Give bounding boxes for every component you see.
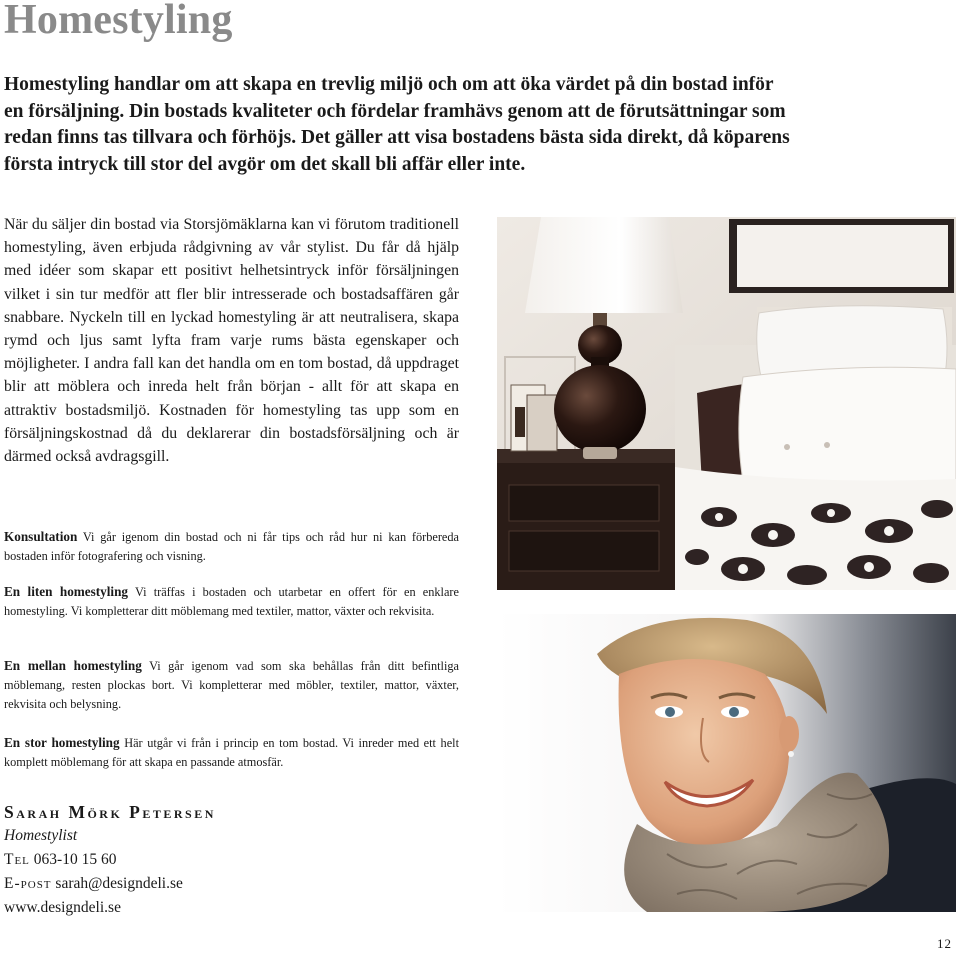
lead-line: Homestyling handlar om att skapa en trevlig miljö och om att öka värdet på din bostad inför: [4, 74, 774, 95]
lead-line: redan finns tas tillvara och förhöjs. Det gäller att visa bostadens bästa sida direkt, då köparens: [4, 127, 790, 148]
service-name: En stor homestyling: [4, 735, 120, 750]
contact-website[interactable]: www.designdeli.se: [4, 899, 121, 916]
page-number: 12: [937, 936, 952, 951]
contact-block: [4, 800, 404, 920]
service-name: Konsultation: [4, 529, 78, 544]
service-name: En liten homestyling: [4, 584, 128, 599]
bedroom-photo: [497, 217, 956, 590]
contact-email: [4, 872, 404, 896]
phone-label: Tel: [4, 851, 30, 868]
stylist-portrait-photo: [497, 614, 956, 912]
contact-phone: [4, 848, 404, 872]
page-title: Homestyling: [4, 0, 233, 43]
service-description: Vi träffas i bostaden och utarbetar en offert för en enklare homestyling. Vi kompletterar ditt möblemang med textiler, mattor, växter och rekvisita.: [4, 585, 459, 618]
service-stor: [4, 733, 459, 772]
contact-name: Sarah Mörk Petersen: [4, 802, 216, 822]
contact-role: Homestylist: [4, 827, 78, 844]
service-mellan: [4, 656, 459, 714]
service-description: Vi går igenom vad som ska behållas från ditt befintliga möblemang, resten plockas bort. Vi kompletterar med möbler, textiler, mattor, växter, rekvisita och belysning.: [4, 659, 459, 711]
service-konsultation: [4, 527, 459, 566]
service-description: Här utgår vi från i princip en tom bostad. Vi inreder med ett helt komplett möblemang för att skapa en passande atmosfär.: [4, 736, 459, 769]
lead-line: första intryck till stor del avgör om det skall bli affär eller inte.: [4, 153, 526, 175]
lead-paragraph: [4, 72, 956, 178]
service-liten: [4, 582, 459, 621]
lead-line: en försäljning. Din bostads kvaliteter och fördelar framhävs genom att de förutsättningar som: [4, 100, 786, 122]
service-name: En mellan homestyling: [4, 658, 142, 673]
email-label: E-post: [4, 875, 52, 892]
service-description: Vi går igenom din bostad och ni får tips och råd hur ni kan förbereda bostaden inför fotografering och visning.: [4, 530, 459, 563]
body-paragraph: När du säljer din bostad via Storsjömäklarna kan vi förutom traditionell homestyling, även erbjuda rådgivning av vår stylist. Du får då hjälp med idéer som skapar ett positivt helhetsintryck inför försäljningen vilket i sin tur medför att fler blir intresserade och bostadsaffären går snabbare. Nyckeln till en lyckad homestyling är att neutralisera, skapa rymd och ljus samt lyfta fram varje rums bästa egenskaper och möjligheter. I andra fall kan det handla om en tom bostad, då uppdraget blir att möblera och inreda helt från början - allt för att skapa en attraktiv bostadsmiljö. Kostnaden för homestyling tas upp som en försäljningskostnad då du deklarerar din bostadsförsäljning och är därmed också avdragsgill.: [4, 216, 459, 466]
email-address[interactable]: sarah@designdeli.se: [55, 875, 183, 892]
phone-number[interactable]: 063-10 15 60: [33, 851, 117, 868]
